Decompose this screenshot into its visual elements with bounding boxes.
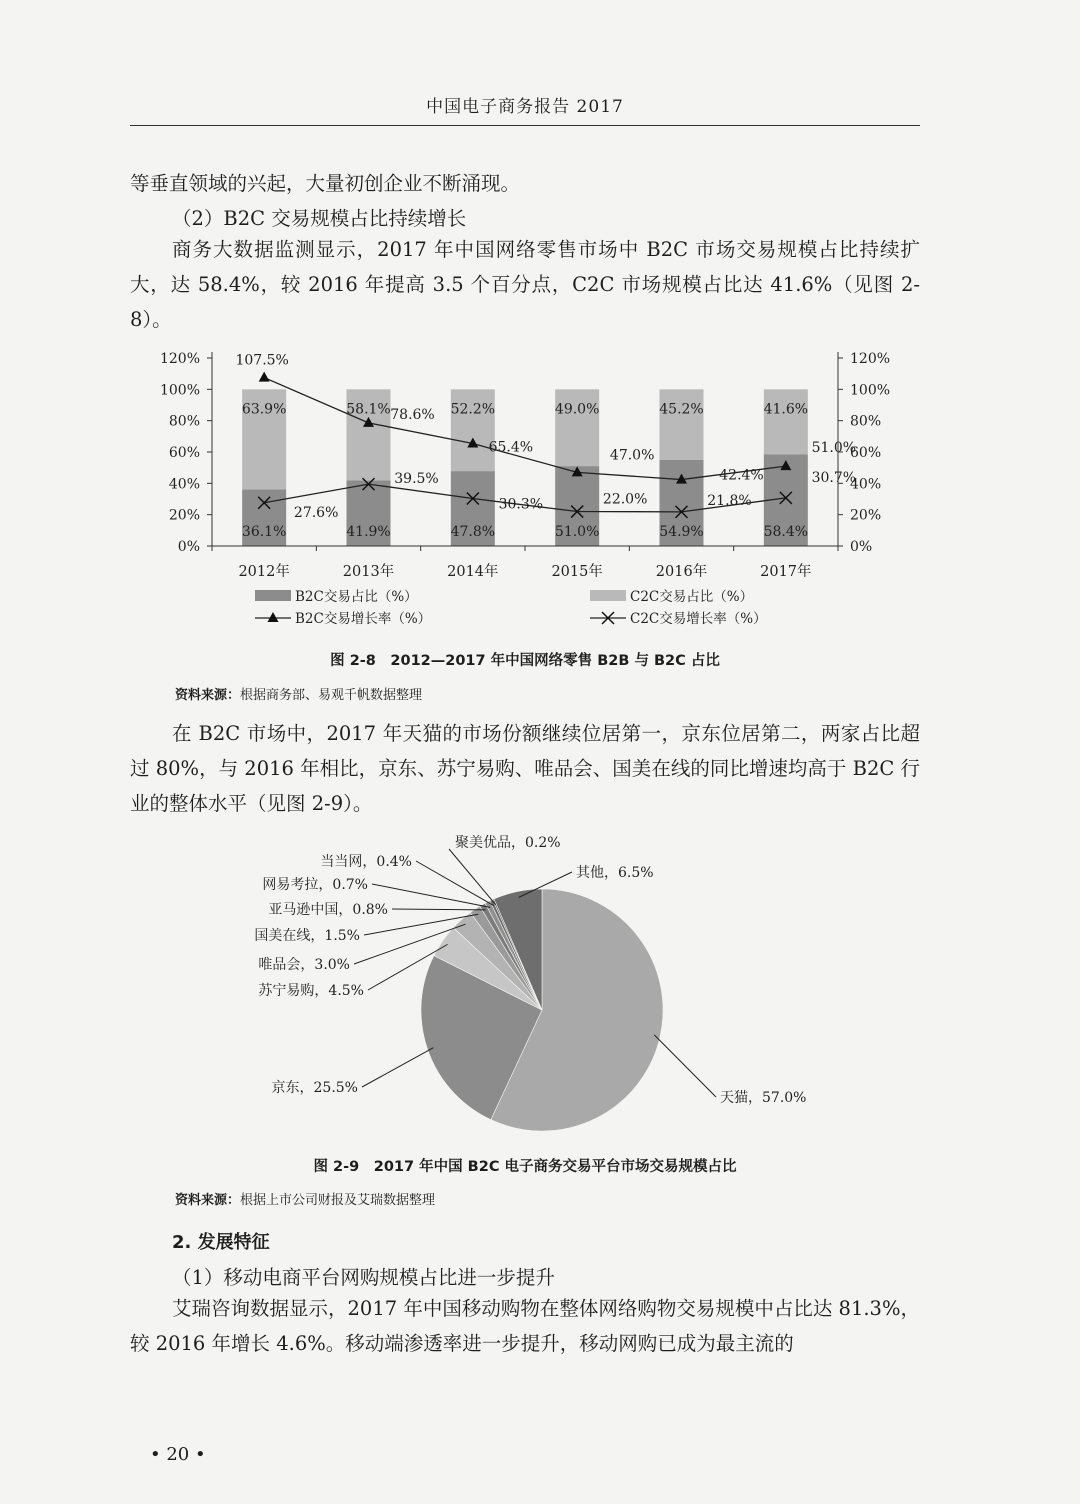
section-heading: 2. 发展特征 (172, 1232, 270, 1253)
bar-label-c2c: 45.2% (659, 401, 704, 418)
pie-leader-line (372, 884, 490, 907)
bar-label-c2c: 63.9% (241, 401, 287, 418)
x-tick-label: 2015年 (551, 564, 603, 580)
legend-label-c2c-growth: C2C交易增长率（%） (630, 611, 767, 627)
pie-label: 国美在线，1.5% (254, 928, 360, 944)
source-text: 根据上市公司财报及艾瑞数据整理 (240, 1193, 436, 1208)
x-tick-label: 2017年 (760, 564, 812, 580)
figure-2-8-caption: 图 2-8 2012—2017 年中国网络零售 B2B 与 B2C 占比 (330, 653, 720, 669)
paragraph-continuation: 等垂直领域的兴起，大量初创企业不断涌现。 (130, 172, 521, 195)
pie-label: 聚美优品，0.2% (455, 835, 561, 851)
line-label-c2c-growth: 30.7% (811, 469, 857, 486)
y-tick-label-right: 20% (850, 507, 882, 524)
y-tick-label-left: 120% (159, 351, 200, 367)
figure-2-9-caption: 图 2-9 2017 年中国 B2C 电子商务交易平台市场交易规模占比 (313, 1159, 737, 1175)
y-tick-label-right: 40% (850, 476, 882, 493)
y-tick-label-left: 40% (168, 476, 200, 493)
pie-leader-line (449, 849, 496, 905)
running-header: 中国电子商务报告 2017 (426, 97, 624, 117)
line-b2c-growth (264, 378, 786, 480)
pie-label: 天猫，57.0% (720, 1090, 807, 1106)
page-number: • 20 • (150, 1444, 206, 1465)
line-label-c2c-growth: 39.5% (394, 471, 439, 488)
figure-2-8-chart (0, 340, 1080, 640)
bar-label-c2c: 41.6% (763, 401, 809, 418)
bar-label-b2c: 47.8% (450, 524, 496, 540)
subheading-b2c: （2）B2C 交易规模占比持续增长 (172, 207, 467, 230)
y-tick-label-left: 0% (177, 539, 200, 555)
bar-label-c2c: 58.1% (346, 401, 391, 418)
pie-label: 苏宁易购，4.5% (258, 983, 364, 999)
bar-label-b2c: 41.9% (346, 524, 391, 540)
figure-2-8-source (175, 684, 422, 703)
pie-leader-line (654, 1035, 716, 1097)
header-divider (130, 125, 920, 126)
line-label-c2c-growth: 22.0% (602, 491, 648, 508)
y-tick-label-left: 60% (168, 445, 200, 461)
bar-label-b2c: 58.4% (763, 524, 809, 540)
y-tick-label-left: 80% (168, 413, 200, 430)
paragraph-mobile-share: 艾瑞咨询数据显示，2017 年中国移动购物在整体网络购物交易规模中占比达 81.3%，较 2016 年增长 4.6%。移动端渗透率进一步提升，移动网购已成为最主流的 (130, 1297, 920, 1355)
legend-swatch-b2c (255, 590, 291, 601)
y-tick-label-left: 100% (159, 382, 200, 399)
bar-label-b2c: 36.1% (241, 524, 287, 540)
line-label-b2c-growth: 47.0% (609, 447, 655, 464)
y-tick-label-right: 60% (850, 445, 882, 461)
figure-2-9-source (175, 1189, 435, 1208)
line-label-b2c-growth: 78.6% (390, 406, 435, 423)
bar-label-c2c: 49.0% (554, 401, 600, 418)
bar-label-b2c: 54.9% (659, 524, 704, 540)
x-tick-label: 2012年 (238, 564, 290, 580)
subheading-mobile: （1）移动电商平台网购规模占比进一步提升 (172, 1266, 555, 1289)
pie-label: 亚马逊中国，0.8% (268, 902, 388, 918)
legend-swatch-c2c (590, 590, 626, 601)
pie-label: 唯品会，3.0% (258, 957, 350, 973)
line-label-b2c-growth: 65.4% (488, 439, 534, 456)
source-label: 资料来源： (175, 688, 241, 703)
pie-leader-line (362, 1048, 433, 1087)
pie-leader-line (416, 861, 494, 906)
pie-label: 其他，6.5% (576, 865, 654, 881)
paragraph-b2c-share: 商务大数据监测显示，2017 年中国网络零售市场中 B2C 市场交易规模占比持续扩大，达 58.4%，较 2016 年提高 3.5 个百分点，C2C 市场规模占比达 41.6%（见图 2-8）。 (130, 238, 920, 331)
point-b2c-growth (259, 372, 270, 382)
line-label-c2c-growth: 27.6% (293, 504, 339, 521)
pie-label: 网易考拉，0.7% (262, 877, 368, 893)
y-tick-label-right: 80% (850, 413, 882, 430)
bar-c2c (764, 389, 808, 454)
x-tick-label: 2014年 (447, 564, 499, 580)
pie-label: 京东，25.5% (271, 1080, 358, 1096)
line-label-b2c-growth: 51.0% (811, 440, 857, 457)
paragraph-b2c-market: 在 B2C 市场中，2017 年天猫的市场份额继续位居第一，京东位居第二，两家占比超过 80%，与 2016 年相比，京东、苏宁易购、唯品会、国美在线的同比增速均高于 B2C 行业的整体水平（见图 2-9）。 (130, 722, 920, 815)
figure-2-9-chart (0, 830, 1080, 1150)
line-label-b2c-growth: 42.4% (719, 467, 764, 484)
x-tick-label: 2013年 (342, 564, 395, 580)
pie-label: 当当网，0.4% (320, 854, 412, 870)
legend-label-b2c-growth: B2C交易增长率（%） (295, 611, 432, 627)
line-label-b2c-growth: 107.5% (235, 352, 289, 369)
line-label-c2c-growth: 30.3% (498, 496, 544, 513)
legend-label-b2c: B2C交易占比（%） (295, 589, 418, 605)
y-tick-label-right: 0% (850, 539, 873, 555)
source-text: 根据商务部、易观千帆数据整理 (240, 688, 423, 703)
source-label: 资料来源： (175, 1193, 241, 1208)
x-tick-label: 2016年 (655, 564, 708, 580)
bar-label-b2c: 51.0% (554, 524, 600, 540)
y-tick-label-left: 20% (168, 507, 200, 524)
y-tick-label-right: 100% (850, 382, 891, 399)
legend-label-c2c: C2C交易占比（%） (630, 589, 754, 605)
bar-c2c (660, 389, 704, 460)
y-tick-label-right: 120% (850, 351, 891, 367)
legend-marker-triangle (268, 612, 279, 622)
line-label-c2c-growth: 21.8% (707, 492, 752, 509)
bar-label-c2c: 52.2% (450, 401, 496, 418)
pie-leader-line (392, 909, 485, 910)
